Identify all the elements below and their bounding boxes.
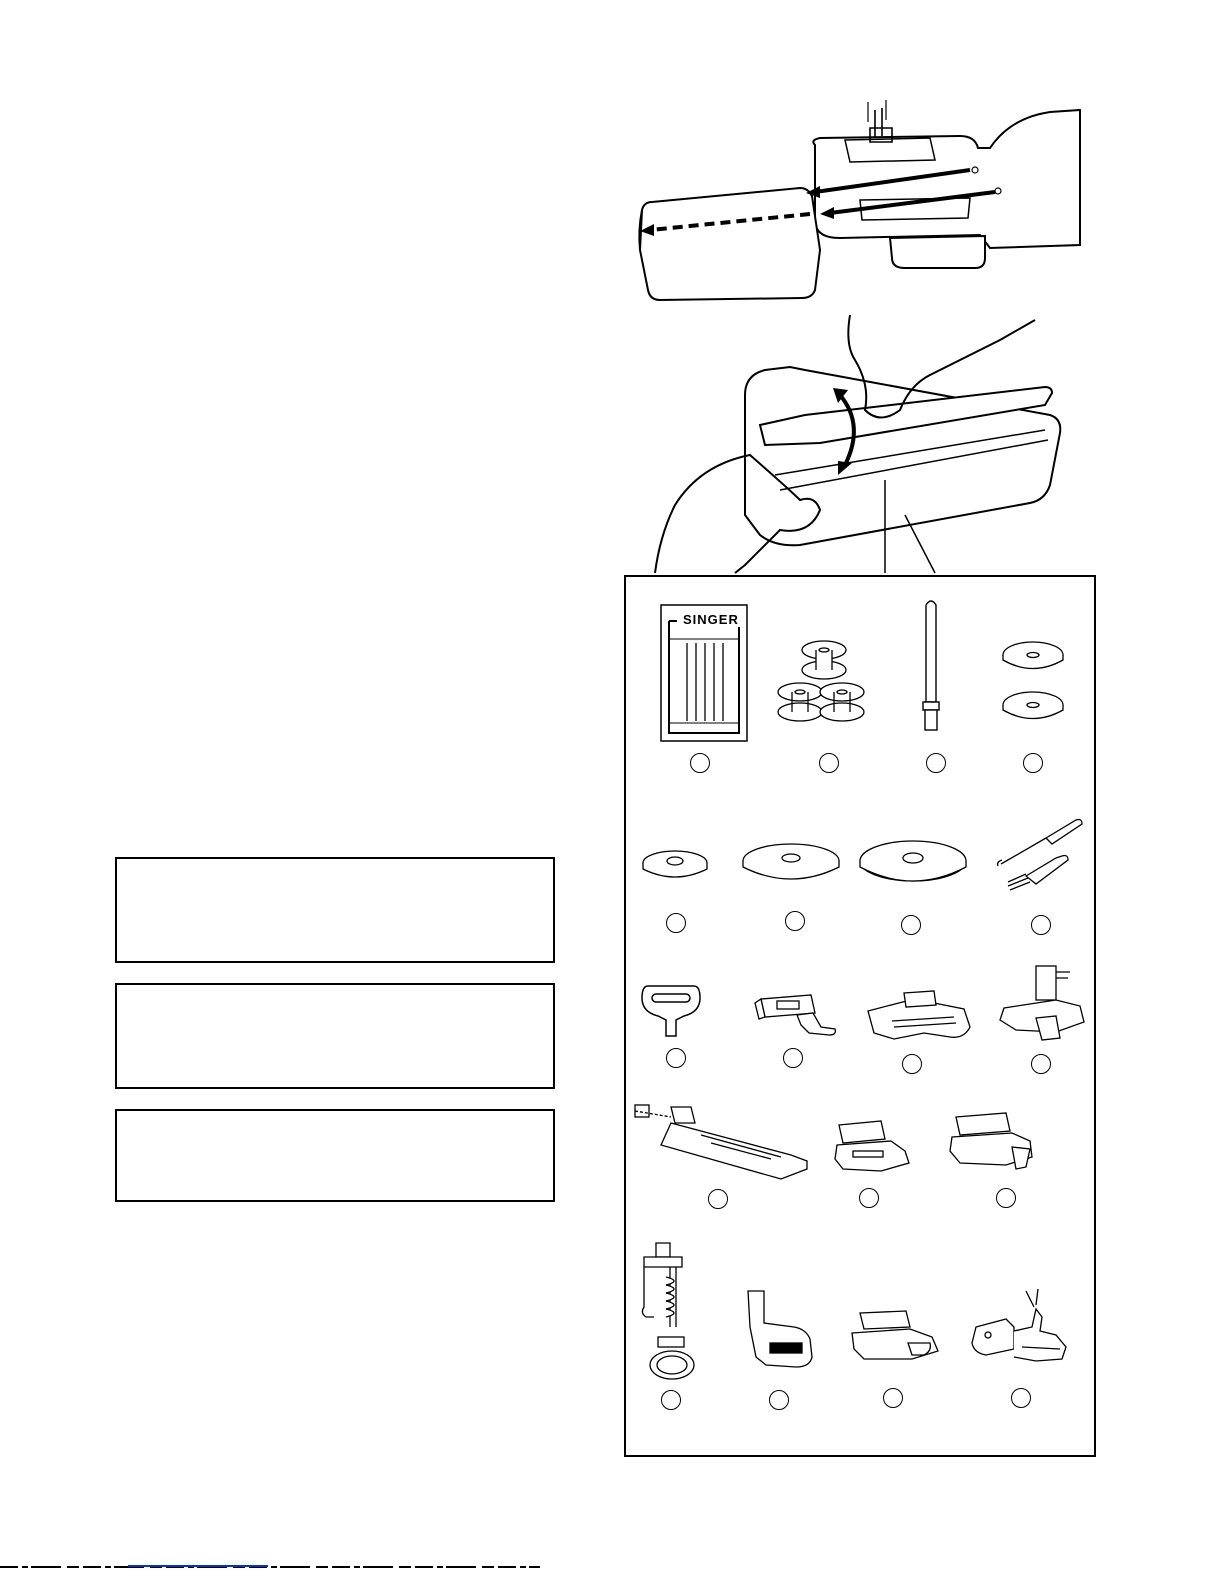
item-number-4: [1023, 753, 1043, 773]
item-number-1: [690, 753, 710, 773]
walking-foot-icon: [966, 1287, 1076, 1382]
rolled-hem-foot-icon: [848, 1307, 943, 1367]
item-number-13: [708, 1189, 728, 1209]
item-number-15: [996, 1188, 1016, 1208]
button-sewing-foot-icon: [831, 1115, 913, 1177]
note-box-2: [115, 983, 555, 1089]
note-box-3: [115, 1109, 555, 1202]
item-number-17: [769, 1390, 789, 1410]
spool-pin-felts-icon: [1001, 637, 1066, 737]
item-number-19: [1011, 1388, 1031, 1408]
item-number-7: [901, 915, 921, 935]
spool-cap-large-icon: [858, 837, 968, 892]
spool-cap-medium-icon: [741, 839, 841, 889]
item-number-11: [902, 1054, 922, 1074]
footer-scan-strip: [0, 1564, 560, 1570]
hands-opening-lid-drawing: [650, 315, 1080, 575]
item-number-10: [783, 1048, 803, 1068]
screwdriver-icon: [640, 982, 702, 1040]
note-box-1: [115, 857, 555, 963]
item-number-14: [859, 1188, 879, 1208]
buttonhole-foot-icon: [631, 1095, 811, 1185]
item-number-18: [883, 1388, 903, 1408]
item-number-2: [819, 753, 839, 773]
seam-ripper-brush-icon: [996, 814, 1086, 894]
satin-stitch-foot-icon: [864, 987, 974, 1049]
darning-foot-icon: [636, 1237, 706, 1387]
item-number-16: [661, 1390, 681, 1410]
bobbins-icon: [776, 632, 866, 742]
needle-pack-brand: SINGER: [683, 612, 739, 627]
extension-table-illustration: [630, 100, 1090, 330]
zipper-foot-icon: [751, 985, 841, 1045]
edge-guide-icon: [736, 1287, 821, 1387]
needle-pack-icon: [659, 603, 749, 743]
blind-hem-foot-icon: [996, 962, 1088, 1047]
machine-free-arm-drawing: [630, 100, 1090, 330]
item-number-8: [1031, 915, 1051, 935]
accessories-panel: [624, 575, 1096, 1457]
item-number-6: [785, 911, 805, 931]
spool-pin-icon: [916, 597, 946, 737]
item-number-9: [666, 1048, 686, 1068]
spool-cap-small-icon: [641, 847, 709, 887]
item-number-12: [1031, 1054, 1051, 1074]
item-number-3: [926, 753, 946, 773]
storage-lid-illustration: [650, 315, 1080, 575]
item-number-5: [666, 913, 686, 933]
overcasting-foot-icon: [946, 1107, 1046, 1177]
